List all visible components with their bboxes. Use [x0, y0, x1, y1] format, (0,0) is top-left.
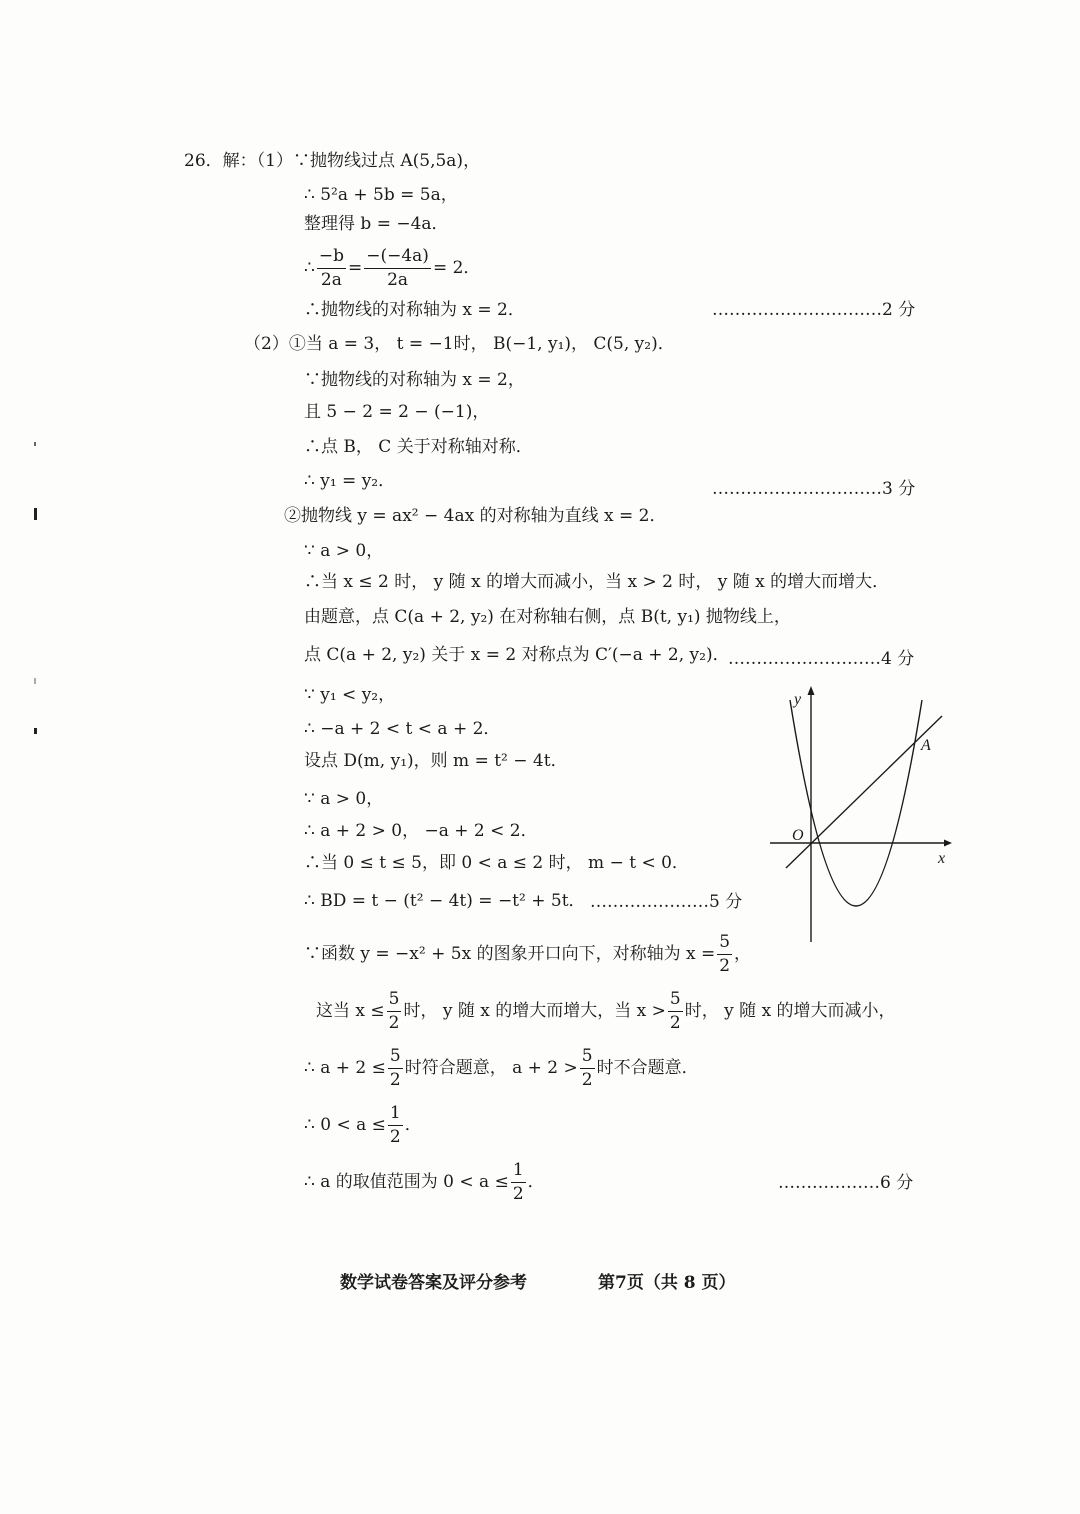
fraction-equation-line: ∴ $\frac{-b}{2a}$ = $\frac{-(-4a)}{2a}$ = 2．	[304, 245, 481, 290]
equation-line: ∴ −a + 2 < t < a + 2．	[304, 718, 501, 739]
equation-line: ∵ a > 0，	[304, 788, 384, 809]
parabola-graph	[762, 680, 962, 950]
score-mark: …………………5 分	[590, 891, 743, 912]
fraction-equation-line: ∴ a 的取值范围为 0 < a ≤ $\frac{1}{2}$ ．	[304, 1159, 545, 1204]
equation-line: 整理得 b = −4a．	[304, 213, 449, 234]
point-a-label: A	[921, 737, 931, 754]
fraction-equation-line: 这当 x ≤ $\frac{5}{2}$ 时， y 随 x 的增大而增大，当 x > $\frac{5}{2}$ 时， y 随 x 的增大而减小，	[316, 988, 896, 1033]
score-mark: ………………6 分	[778, 1172, 914, 1193]
part2-sub2-intro: ②抛物线 y = ax² − 4ax 的对称轴为直线 x = 2．	[284, 505, 667, 526]
score-mark: …………………………3 分	[712, 478, 916, 499]
equation-line: ∴ 5²a + 5b = 5a，	[304, 184, 458, 205]
fraction: $\frac{5}{2}$	[719, 931, 731, 976]
fraction-equation-line: ∴ a + 2 ≤ $\frac{5}{2}$ 时符合题意， a + 2 > $\frac{5}{2}$ 时不合题意．	[304, 1045, 699, 1090]
equation-line: ∴当 0 ≤ t ≤ 5，即 0 < a ≤ 2 时， m − t < 0．	[304, 852, 689, 873]
fraction: $\frac{5}{2}$	[581, 1045, 593, 1090]
fraction: $\frac{5}{2}$	[389, 1045, 401, 1090]
x-axis-label: x	[938, 850, 946, 867]
equation-line: ∴ BD = t − (t² − 4t) = −t² + 5t．	[304, 890, 586, 911]
q26-part2-intro: （2）①当 a = 3， t = −1时， B(−1, y₁)， C(5, y₂)．	[244, 333, 675, 354]
parabola-curve	[790, 700, 922, 906]
equation-line: 由题意，点 C(a + 2, y₂) 在对称轴右侧，点 B(t, y₁) 抛物线上，	[304, 606, 791, 627]
conclusion-line: ∴抛物线的对称轴为 x = 2．	[304, 299, 525, 320]
fraction: $\frac{-(-4a)}{2a}$	[366, 245, 429, 290]
equation-line: 设点 D(m, y₁)，则 m = t² − 4t．	[304, 750, 568, 771]
fraction: $\frac{5}{2}$	[669, 988, 681, 1033]
equation-line: 且 5 − 2 = 2 − (−1)，	[304, 401, 490, 422]
fraction: $\frac{-b}{2a}$	[318, 245, 344, 290]
q26-part1-intro: 26．解：（1）∵抛物线过点 A(5,5a)，	[184, 150, 481, 171]
scan-speck	[34, 678, 36, 684]
origin-label: O	[792, 827, 804, 844]
equation-line: ∴ a + 2 > 0， −a + 2 < 2．	[304, 820, 538, 841]
fraction-equation-line: ∴ 0 < a ≤ $\frac{1}{2}$ ．	[304, 1102, 422, 1147]
score-mark: …………………………2 分	[712, 299, 916, 320]
equation-line: ∵抛物线的对称轴为 x = 2，	[304, 369, 525, 390]
fraction: $\frac{5}{2}$	[388, 988, 400, 1033]
fraction-equation-line: ∵函数 y = −x² + 5x 的图象开口向下，对称轴为 x = $\frac{5}{2}$ ，	[304, 931, 752, 976]
equation-line: ∴点 B， C 关于对称轴对称．	[304, 436, 533, 457]
line-through-origin	[786, 716, 942, 868]
footer-page-number: 第7页（共 8 页）	[598, 1273, 736, 1293]
equation-line: ∵ y₁ < y₂，	[304, 684, 396, 705]
equation-line: ∴ y₁ = y₂．	[304, 470, 396, 491]
footer-title: 数学试卷答案及评分参考	[340, 1273, 527, 1293]
equation-line: ∴当 x ≤ 2 时， y 随 x 的增大而减小，当 x > 2 时， y 随 x 的增大而增大．	[304, 571, 890, 592]
y-axis-arrow	[808, 686, 815, 695]
x-axis-arrow	[944, 840, 952, 847]
scan-speck	[34, 728, 37, 734]
equation-line: ∵ a > 0，	[304, 540, 384, 561]
fraction: $\frac{1}{2}$	[512, 1159, 524, 1204]
scan-speck	[34, 508, 37, 520]
score-mark: ………………………4 分	[728, 648, 915, 669]
scan-speck	[34, 442, 36, 446]
equation-line: 点 C(a + 2, y₂) 关于 x = 2 对称点为 C′(−a + 2, y₂)．	[304, 644, 730, 665]
fraction: $\frac{1}{2}$	[389, 1102, 401, 1147]
y-axis-label: y	[794, 691, 802, 708]
